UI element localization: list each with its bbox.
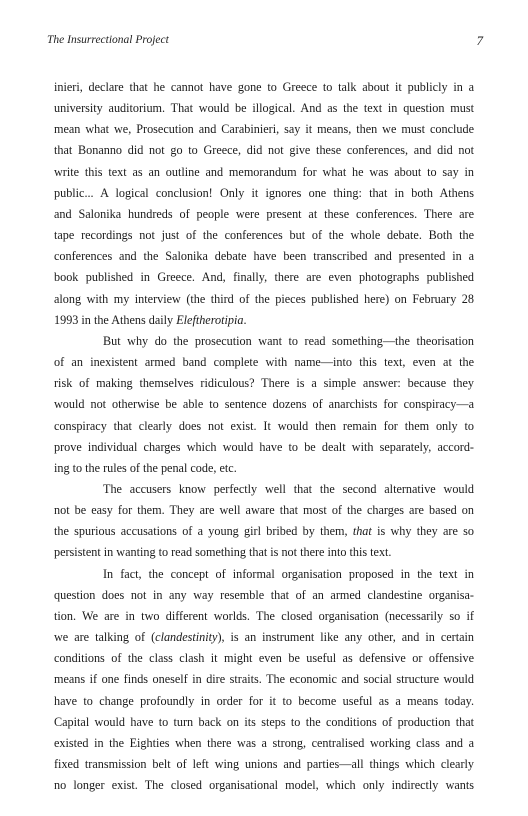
text-line: have to change profoundly in order for it to become useful as a means today.	[54, 693, 474, 708]
text-line: and Salonika hundreds of people were present at these conferences. There are	[54, 206, 474, 221]
paragraph	[54, 77, 474, 331]
text-line: write this text as an outline and memorandum for what he was about to say in	[54, 164, 474, 179]
text-line: no longer exist. The closed organisational model, which only indirectly wants	[54, 778, 474, 793]
text-segment: ), is an instrument like any other, and in certain	[217, 630, 474, 645]
text-line: public... A logical conclusion! Only it ignores one thing: that in both Athens	[54, 185, 474, 200]
text-line: conspiracy that clearly does not exist. It would then remain for them only to	[54, 418, 474, 433]
page-header	[47, 34, 483, 54]
text-line: ing to the rules of the penal code, etc.	[54, 460, 237, 475]
text-line: book published in Greece. And, finally, there are even photographs published	[54, 270, 474, 285]
paragraph	[54, 479, 474, 564]
text-line: prove individual charges which would have to be dealt with separately, accord-	[54, 439, 474, 454]
text-segment: the spurious accusations of a young girl bribed by them,	[54, 524, 353, 539]
emphasis: clandestinity	[155, 630, 218, 645]
text-line: not be easy for them. They are well aware that most of the charges are based on	[54, 503, 474, 518]
text-line: university auditorium. That would be illogical. And as the text in question must	[54, 101, 474, 116]
text-line: In fact, the concept of informal organisation proposed in the text in	[103, 566, 474, 581]
text-line: question does not in any way resemble that of an armed clandestine organisa-	[54, 587, 474, 602]
text-line: conditions of the class clash it might even be useful as defensive or offensive	[54, 651, 474, 666]
paragraph	[54, 564, 474, 797]
text-line: But why do the prosecution want to read something—the theorisation	[103, 333, 474, 348]
body-text	[54, 77, 474, 796]
text-line: means if one finds oneself in dire straits. The economic and social structure would	[54, 672, 474, 687]
text-line: persistent in wanting to read something that is not there into this text.	[54, 545, 392, 560]
text-line	[54, 521, 474, 542]
text-segment: 1993 in the Athens daily	[54, 312, 177, 327]
text-line: would not otherwise be able to sentence dozens of anarchists for conspiracy—a	[54, 397, 474, 412]
text-line: of an inexistent armed band complete with name—into this text, even at the	[54, 355, 474, 370]
text-line: along with my interview (the third of the pieces published here) on February 28	[54, 291, 474, 306]
text-line	[54, 310, 474, 331]
running-title: The Insurrectional Project	[47, 34, 169, 46]
newspaper-title: Eleftherotipia	[176, 312, 244, 327]
text-line: tape recordings not just of the conferences but of the whole debate. Both the	[54, 228, 474, 243]
text-line: conferences and the Salonika debate have been transcribed and presented in a	[54, 249, 474, 264]
text-line: tion. We are in two different worlds. The closed organisation (necessarily so if	[54, 608, 474, 623]
text-segment: .	[243, 312, 247, 327]
text-segment: we are talking of (	[54, 630, 156, 645]
text-line: that Bonanno did not go to Greece, did not give these conferences, and did not	[54, 143, 474, 158]
text-segment: is why they are so	[371, 524, 474, 539]
text-line: risk of making themselves ridiculous? There is a simple answer: because they	[54, 376, 474, 391]
text-line: existed in the Eighties when there was a strong, centralised working class and a	[54, 735, 474, 750]
text-line: Capital would have to turn back on its steps to the conditions of production that	[54, 714, 474, 729]
page-number: 7	[476, 33, 483, 48]
paragraph	[54, 331, 474, 479]
text-line	[54, 627, 474, 648]
text-line: inieri, declare that he cannot have gone to Greece to talk about it publicly in a	[54, 80, 474, 94]
text-line: mean what we, Prosecution and Carabinieri, say it means, then we must conclude	[54, 122, 474, 137]
emphasis: that	[352, 524, 372, 539]
text-line: fixed transmission belt of left wing unions and parties—all things which clearly	[54, 757, 474, 771]
text-line: The accusers know perfectly well that the second alternative would	[103, 481, 474, 496]
